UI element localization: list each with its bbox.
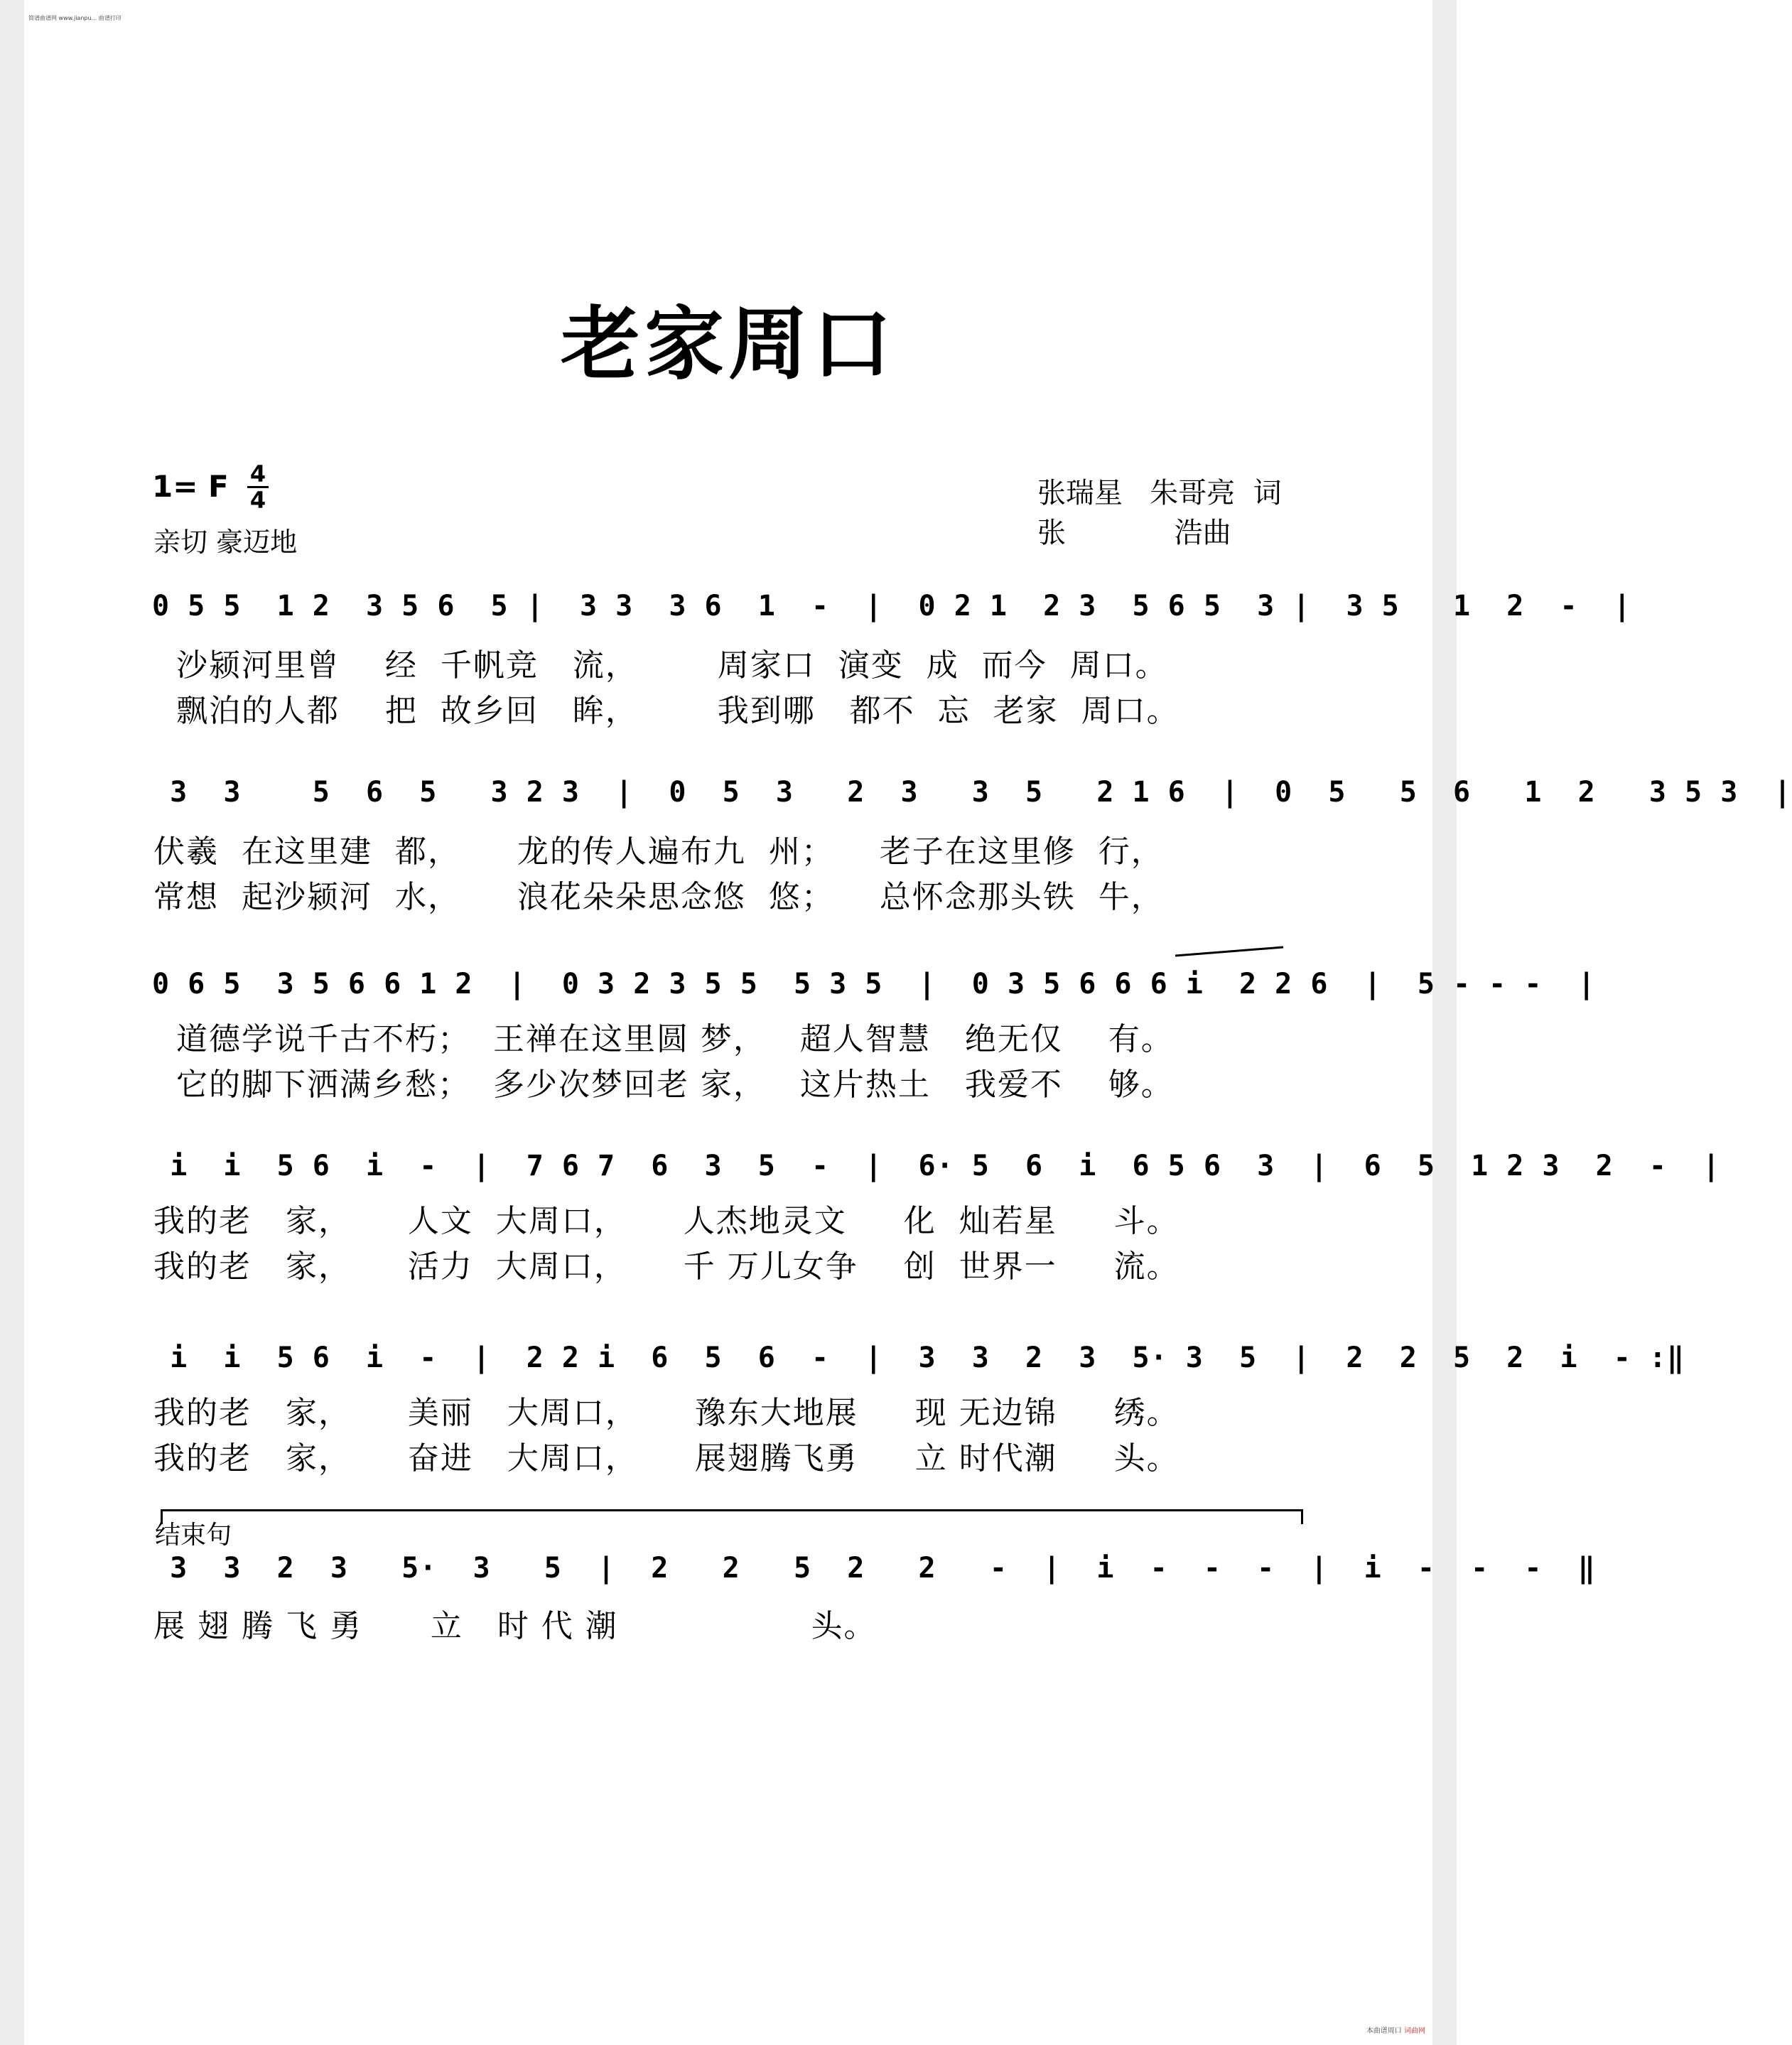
system-1-lyrics-verse-2: 飘泊的人都 把 故乡回 眸， 我到哪 都不 忘 老家 周口。	[153, 693, 1180, 729]
coda-bracket	[161, 1509, 1303, 1524]
system-5-lyrics-verse-2: 我的老 家， 奋进 大周口， 展翅腾飞勇 立 时代潮 头。	[153, 1440, 1180, 1477]
coda-label: 结束句	[155, 1521, 232, 1550]
song-title: 老家周口	[561, 298, 896, 391]
system-3-notes: 0 6 5 3 5 6 6 1 2 | 0 3 2 3 5 5 5 3 5 | 0 3 5 6 6 6 i 2 2 6 | 5 - - - |	[152, 968, 1596, 1000]
system-3-lyrics-verse-1: 道德学说千古不朽； 王禅在这里圆 梦， 超人智慧 绝无仅 有。	[153, 1021, 1174, 1057]
system-5-lyrics-verse-1: 我的老 家， 美丽 大周口， 豫东大地展 现 无边锦 绣。	[153, 1395, 1180, 1431]
system-6-lyrics: 展 翅 腾 飞 勇 立 时 代 潮 头。	[153, 1608, 877, 1644]
system-1-notes: 0 5 5 1 2 3 5 6 5 | 3 3 3 6 1 - | 0 2 1 2 3 5 6 5 3 | 3 5 1 2 - |	[152, 590, 1631, 622]
footer-right: 词曲网	[1404, 2027, 1425, 2035]
system-2-lyrics-verse-1: 伏羲 在这里建 都， 龙的传人遍布九 州； 老子在这里修 行，	[153, 833, 1164, 870]
system-4-lyrics-verse-2: 我的老 家， 活力 大周口， 千 万儿女争 创 世界一 流。	[153, 1248, 1180, 1285]
key-signature: 1= F	[152, 469, 229, 504]
footer-left: 本曲谱周口	[1366, 2027, 1402, 2035]
footer	[1366, 2024, 1425, 2035]
time-denominator: 4	[249, 487, 266, 514]
lyricist-line: 张瑞星 朱哥亮 词	[1037, 477, 1282, 509]
system-1-lyrics-verse-1: 沙颍河里曾 经 千帆竞 流， 周家口 演变 成 而今 周口。	[153, 647, 1168, 684]
system-2-notes: 3 3 5 6 5 3 2 3 | 0 5 3 2 3 3 5 2 1 6 | 0 5 5 6 1 2 3 5 3 |	[152, 776, 1792, 809]
system-4-lyrics-verse-1: 我的老 家， 人文 大周口， 人杰地灵文 化 灿若星 斗。	[153, 1203, 1180, 1239]
header-small-text: 简谱曲谱网 www.jianpu... 曲谱打印	[28, 15, 122, 21]
system-3-lyrics-verse-2: 它的脚下洒满乡愁； 多少次梦回老 家， 这片热土 我爱不 够。	[153, 1067, 1174, 1103]
composer-line: 张 浩曲	[1037, 517, 1231, 549]
time-numerator: 4	[249, 460, 266, 487]
system-4-notes: i i 5 6 i - | 7 6 7 6 3 5 - | 6· 5 6 i 6 5 6 3 | 6 5 1 2 3 2 - |	[152, 1150, 1721, 1182]
system-6-notes: 3 3 2 3 5· 3 5 | 2 2 5 2 2 - | i - - - | i - - - ‖	[152, 1552, 1596, 1585]
credits	[1037, 473, 1282, 553]
crescendo-hairpin	[1172, 945, 1286, 969]
system-5-notes: i i 5 6 i - | 2 2 i 6 5 6 - | 3 3 2 3 5· 3 5 | 2 2 5 2 i - :‖	[152, 1342, 1685, 1374]
tempo-marking: 亲切 豪迈地	[153, 527, 298, 558]
system-2-lyrics-verse-2: 常想 起沙颍河 水， 浪花朵朵思念悠 悠； 总怀念那头铁 牛，	[153, 879, 1164, 915]
time-signature	[246, 462, 270, 512]
